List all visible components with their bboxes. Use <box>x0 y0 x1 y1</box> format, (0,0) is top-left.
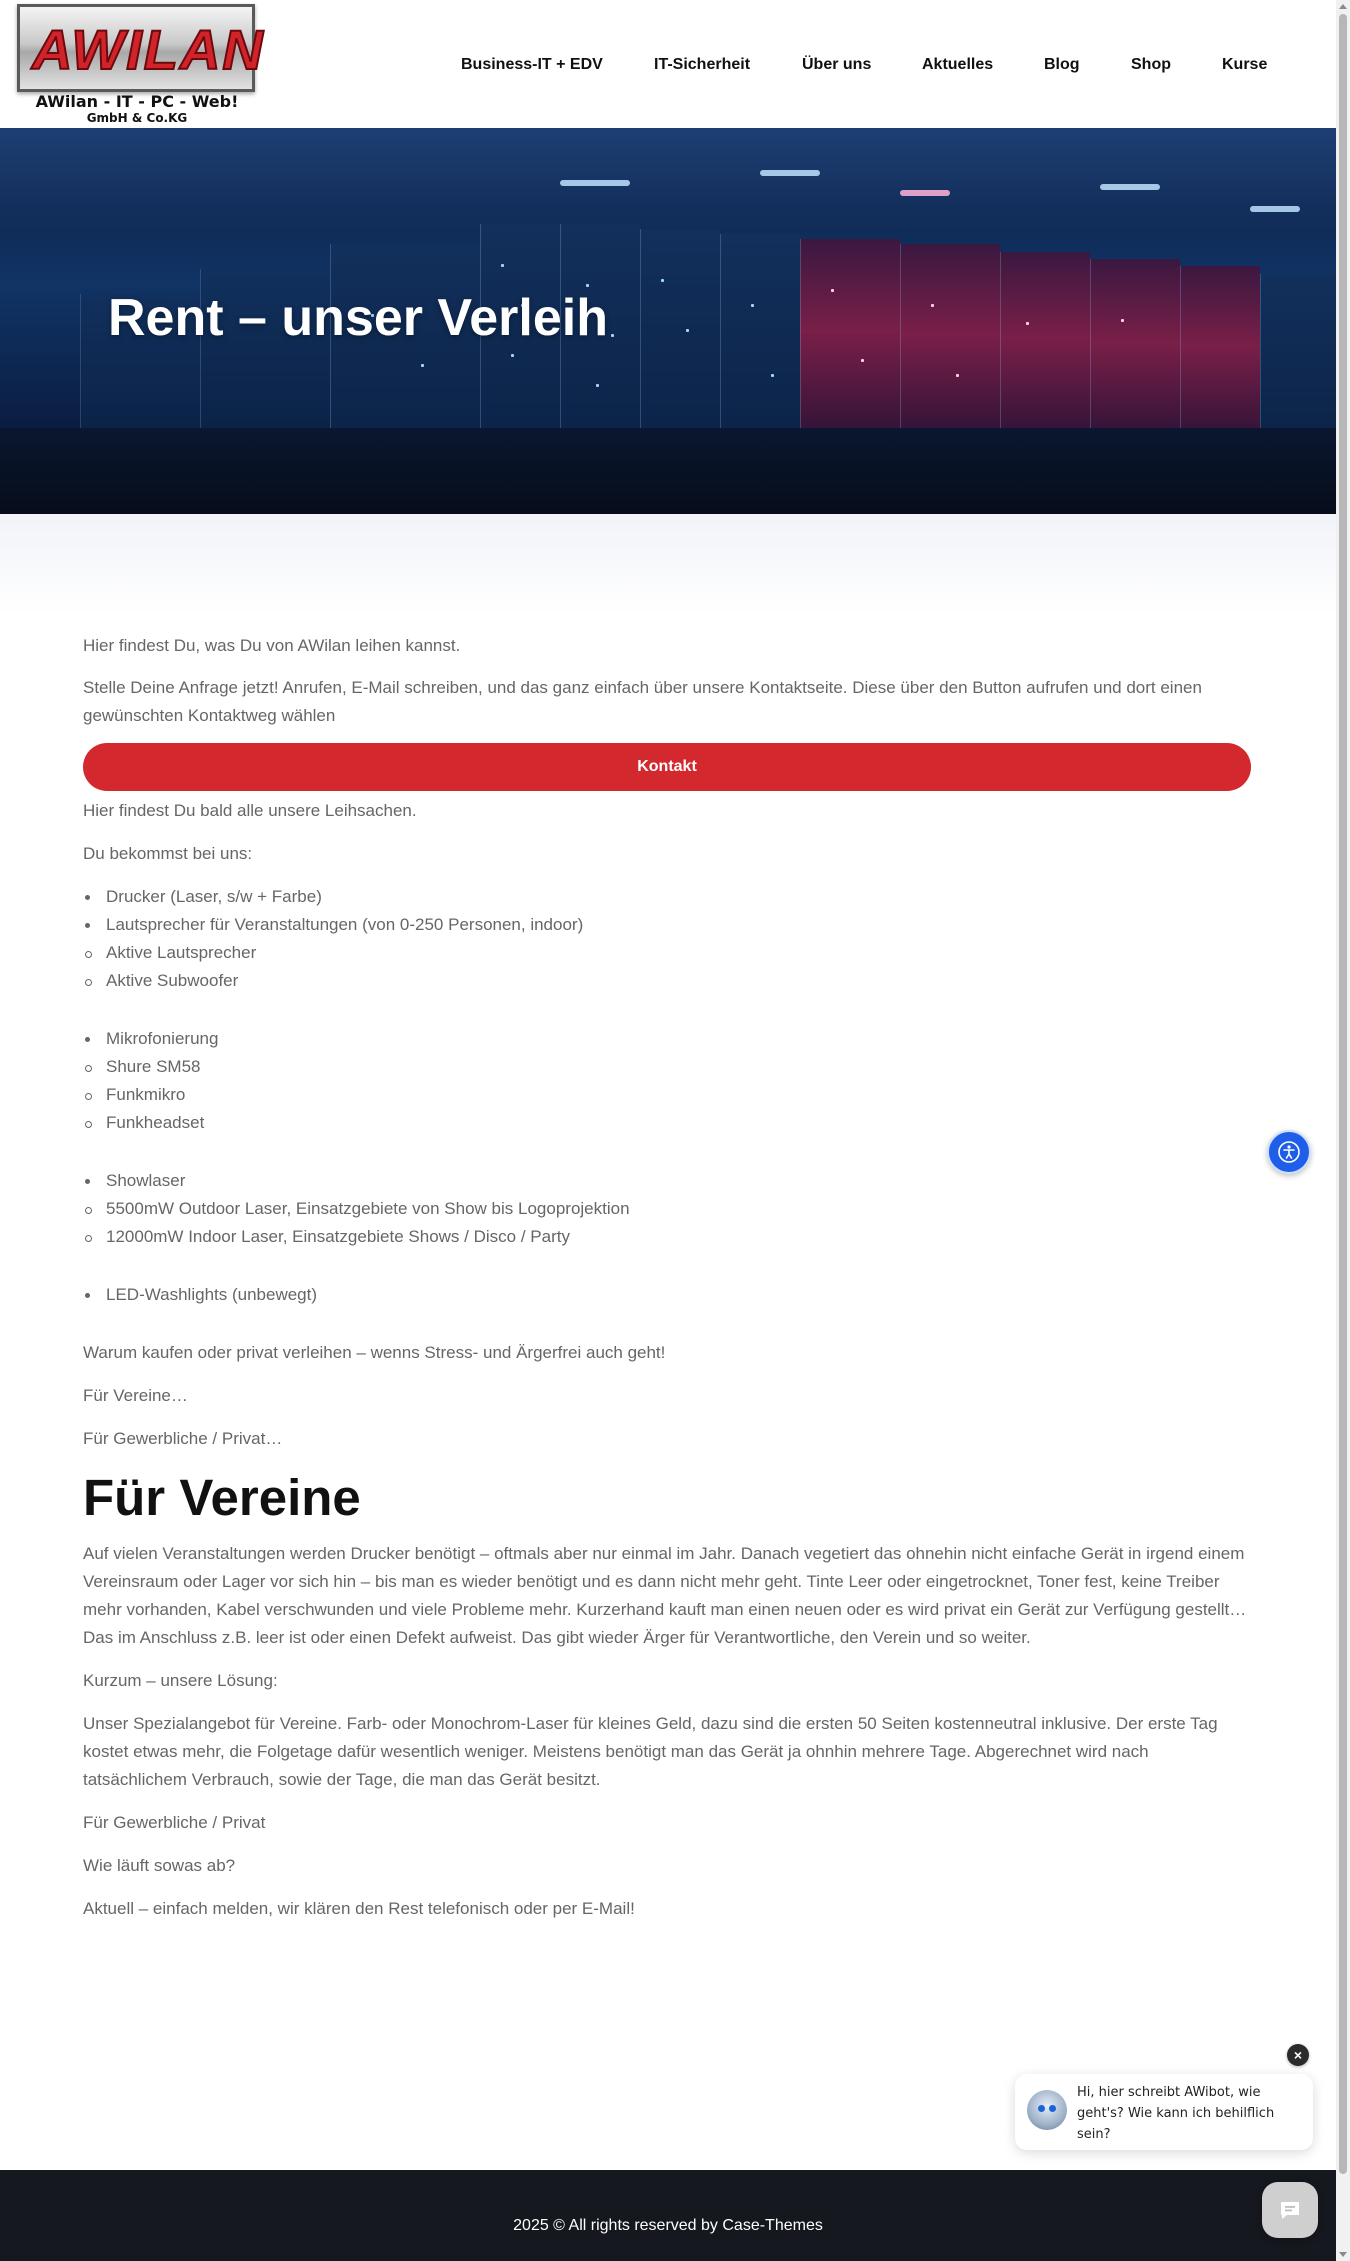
hero-floor <box>0 428 1336 514</box>
list-item: LED-Washlights (unbewegt) <box>83 1281 1251 1309</box>
scrollbar-thumb[interactable] <box>1339 14 1347 2174</box>
list-item: Aktive Lautsprecher <box>83 939 1251 967</box>
list-item: Funkmikro <box>83 1081 1251 1109</box>
chat-launcher-button[interactable] <box>1262 2182 1318 2238</box>
list-item: 12000mW Indoor Laser, Einsatzgebiete Shows / Disco / Party <box>83 1223 1251 1251</box>
paragraph-text: Kurzum – unsere Lösung: <box>83 1671 278 1690</box>
list-item: Drucker (Laser, s/w + Farbe) <box>83 883 1251 911</box>
server-rack <box>720 234 800 444</box>
main-content <box>83 632 1251 1938</box>
paragraph-text: Wie läuft sowas ab? <box>83 1856 236 1875</box>
server-rack <box>1260 274 1336 444</box>
server-rack <box>900 244 1000 444</box>
logo-badge <box>17 4 265 92</box>
list-item: Lautsprecher für Veranstaltungen (von 0-250 Personen, indoor) <box>83 911 1251 939</box>
chat-greeting-bubble[interactable] <box>1015 2074 1313 2150</box>
site-footer <box>0 2170 1336 2261</box>
nav-item-shop[interactable]: Shop <box>1131 56 1171 73</box>
site-header <box>0 0 1336 128</box>
rental-list-lasers <box>83 1167 1251 1251</box>
server-rack <box>1090 259 1180 444</box>
rental-list-microphones <box>83 1025 1251 1137</box>
intro-text: Hier findest Du, was Du von AWilan leihen kannst. <box>83 636 461 655</box>
nav-item-business-it[interactable]: Business-IT + EDV <box>461 56 603 73</box>
accessibility-button[interactable] <box>1267 1130 1311 1174</box>
nav-item-kurse[interactable]: Kurse <box>1222 56 1268 73</box>
chat-icon <box>1278 2198 1302 2222</box>
nav-item-ueber-uns[interactable]: Über uns <box>802 56 872 73</box>
scroll-up-arrow-icon[interactable] <box>1339 4 1347 9</box>
paragraph-text: Für Gewerbliche / Privat <box>83 1813 266 1832</box>
ceiling-light <box>1100 184 1160 190</box>
nav-item-aktuelles[interactable]: Aktuelles <box>922 56 994 73</box>
logo-wordmark: AWILAN <box>32 18 265 81</box>
chat-greeting-text: Hi, hier schreibt AWibot, wie geht's? Wie kann ich behilflich sein? <box>1077 2085 1275 2142</box>
list-item: Aktive Subwoofer <box>83 967 1251 995</box>
accessibility-icon <box>1278 1141 1300 1163</box>
list-item: Shure SM58 <box>83 1053 1251 1081</box>
anchor-link-gewerbliche[interactable]: Für Gewerbliche / Privat… <box>83 1429 283 1448</box>
ceiling-light <box>560 180 630 186</box>
list-item: Funkheadset <box>83 1109 1251 1137</box>
ceiling-light <box>900 190 950 196</box>
section-heading-vereine: Für Vereine <box>83 1469 361 1526</box>
logo-tagline: AWilan - IT - PC - Web! <box>35 92 239 111</box>
paragraph-text: Warum kaufen oder privat verleihen – wenns Stress- und Ärgerfrei auch geht! <box>83 1343 666 1362</box>
kontakt-button[interactable]: Kontakt <box>83 743 1251 791</box>
ceiling-light <box>1250 206 1300 212</box>
copyright-text: 2025 © All rights reserved by Case-Themes <box>513 2217 823 2234</box>
rental-list-lights <box>83 1281 1251 1309</box>
rental-list-printers-speakers <box>83 883 1251 995</box>
list-item: 5500mW Outdoor Laser, Einsatzgebiete von Show bis Logoprojektion <box>83 1195 1251 1223</box>
server-rack <box>800 239 900 444</box>
ceiling-light <box>760 170 820 176</box>
contact-prompt: Stelle Deine Anfrage jetzt! Anrufen, E-Mail schreiben, und das ganz einfach über unsere Kontaktseite. Diese über den Button aufrufen und dort einen gewünschten Kontaktweg wählen <box>83 678 1202 725</box>
anchor-link-vereine[interactable]: Für Vereine… <box>83 1386 188 1405</box>
paragraph-text: Du bekommst bei uns: <box>83 844 253 863</box>
list-item: Showlaser <box>83 1167 1251 1195</box>
hero-banner <box>0 128 1336 514</box>
logo-company-form: GmbH & Co.KG <box>86 111 188 125</box>
list-item: Mikrofonierung <box>83 1025 1251 1053</box>
paragraph-text: Unser Spezialangebot für Vereine. Farb- oder Monochrom-Laser für kleines Geld, dazu sind die ersten 50 Seiten kostenneutral inklusive. Der erste Tag kostet etwas mehr, die Folgetage dafür wesentlich weniger. Meistens benötigt man das Gerät ja ohnhin mehrere Tage. Abgerechnet wird nach tatsächlichem Verbrauch, sowie der Tage, die man das Gerät besitzt. <box>83 1714 1218 1789</box>
hero-fade <box>0 514 1336 614</box>
nav-item-blog[interactable]: Blog <box>1044 56 1080 73</box>
paragraph-text: Auf vielen Veranstaltungen werden Drucker benötigt – oftmals aber nur einmal im Jahr. Danach vegetiert das ohnehin nicht einfache Gerät in irgend einem Vereinsraum oder Lager vor sich hin – bis man es wieder benötigt und es dann nicht mehr geht. Tinte Leer oder eingetrocknet, Toner fest, keine Treiber mehr vorhanden, Kabel verschwunden und viele Probleme mehr. Kurzerhand kauft man einen neuen oder es wird privat ein Gerät zur Verfügung gestellt… Das im Anschluss z.B. leer ist oder einen Defekt aufweist. Das gibt wieder Ärger für Verantwortliche, den Verein und so weiter. <box>83 1544 1247 1647</box>
scroll-down-arrow-icon[interactable] <box>1339 2252 1347 2257</box>
chatbot-avatar <box>1027 2090 1067 2130</box>
nav-item-it-sicherheit[interactable]: IT-Sicherheit <box>654 56 751 73</box>
logo[interactable] <box>17 4 265 126</box>
paragraph-text: Aktuell – einfach melden, wir klären den Rest telefonisch oder per E-Mail! <box>83 1899 635 1918</box>
close-icon: × <box>1293 2047 1303 2063</box>
server-rack <box>640 229 720 444</box>
page-title: Rent – unser Verleih <box>108 289 608 347</box>
server-rack <box>1000 252 1090 444</box>
page-scrollbar[interactable] <box>1336 0 1350 2261</box>
server-rack <box>1180 266 1260 444</box>
chat-close-button[interactable] <box>1287 2044 1309 2066</box>
paragraph-text: Hier findest Du bald alle unsere Leihsachen. <box>83 801 417 820</box>
